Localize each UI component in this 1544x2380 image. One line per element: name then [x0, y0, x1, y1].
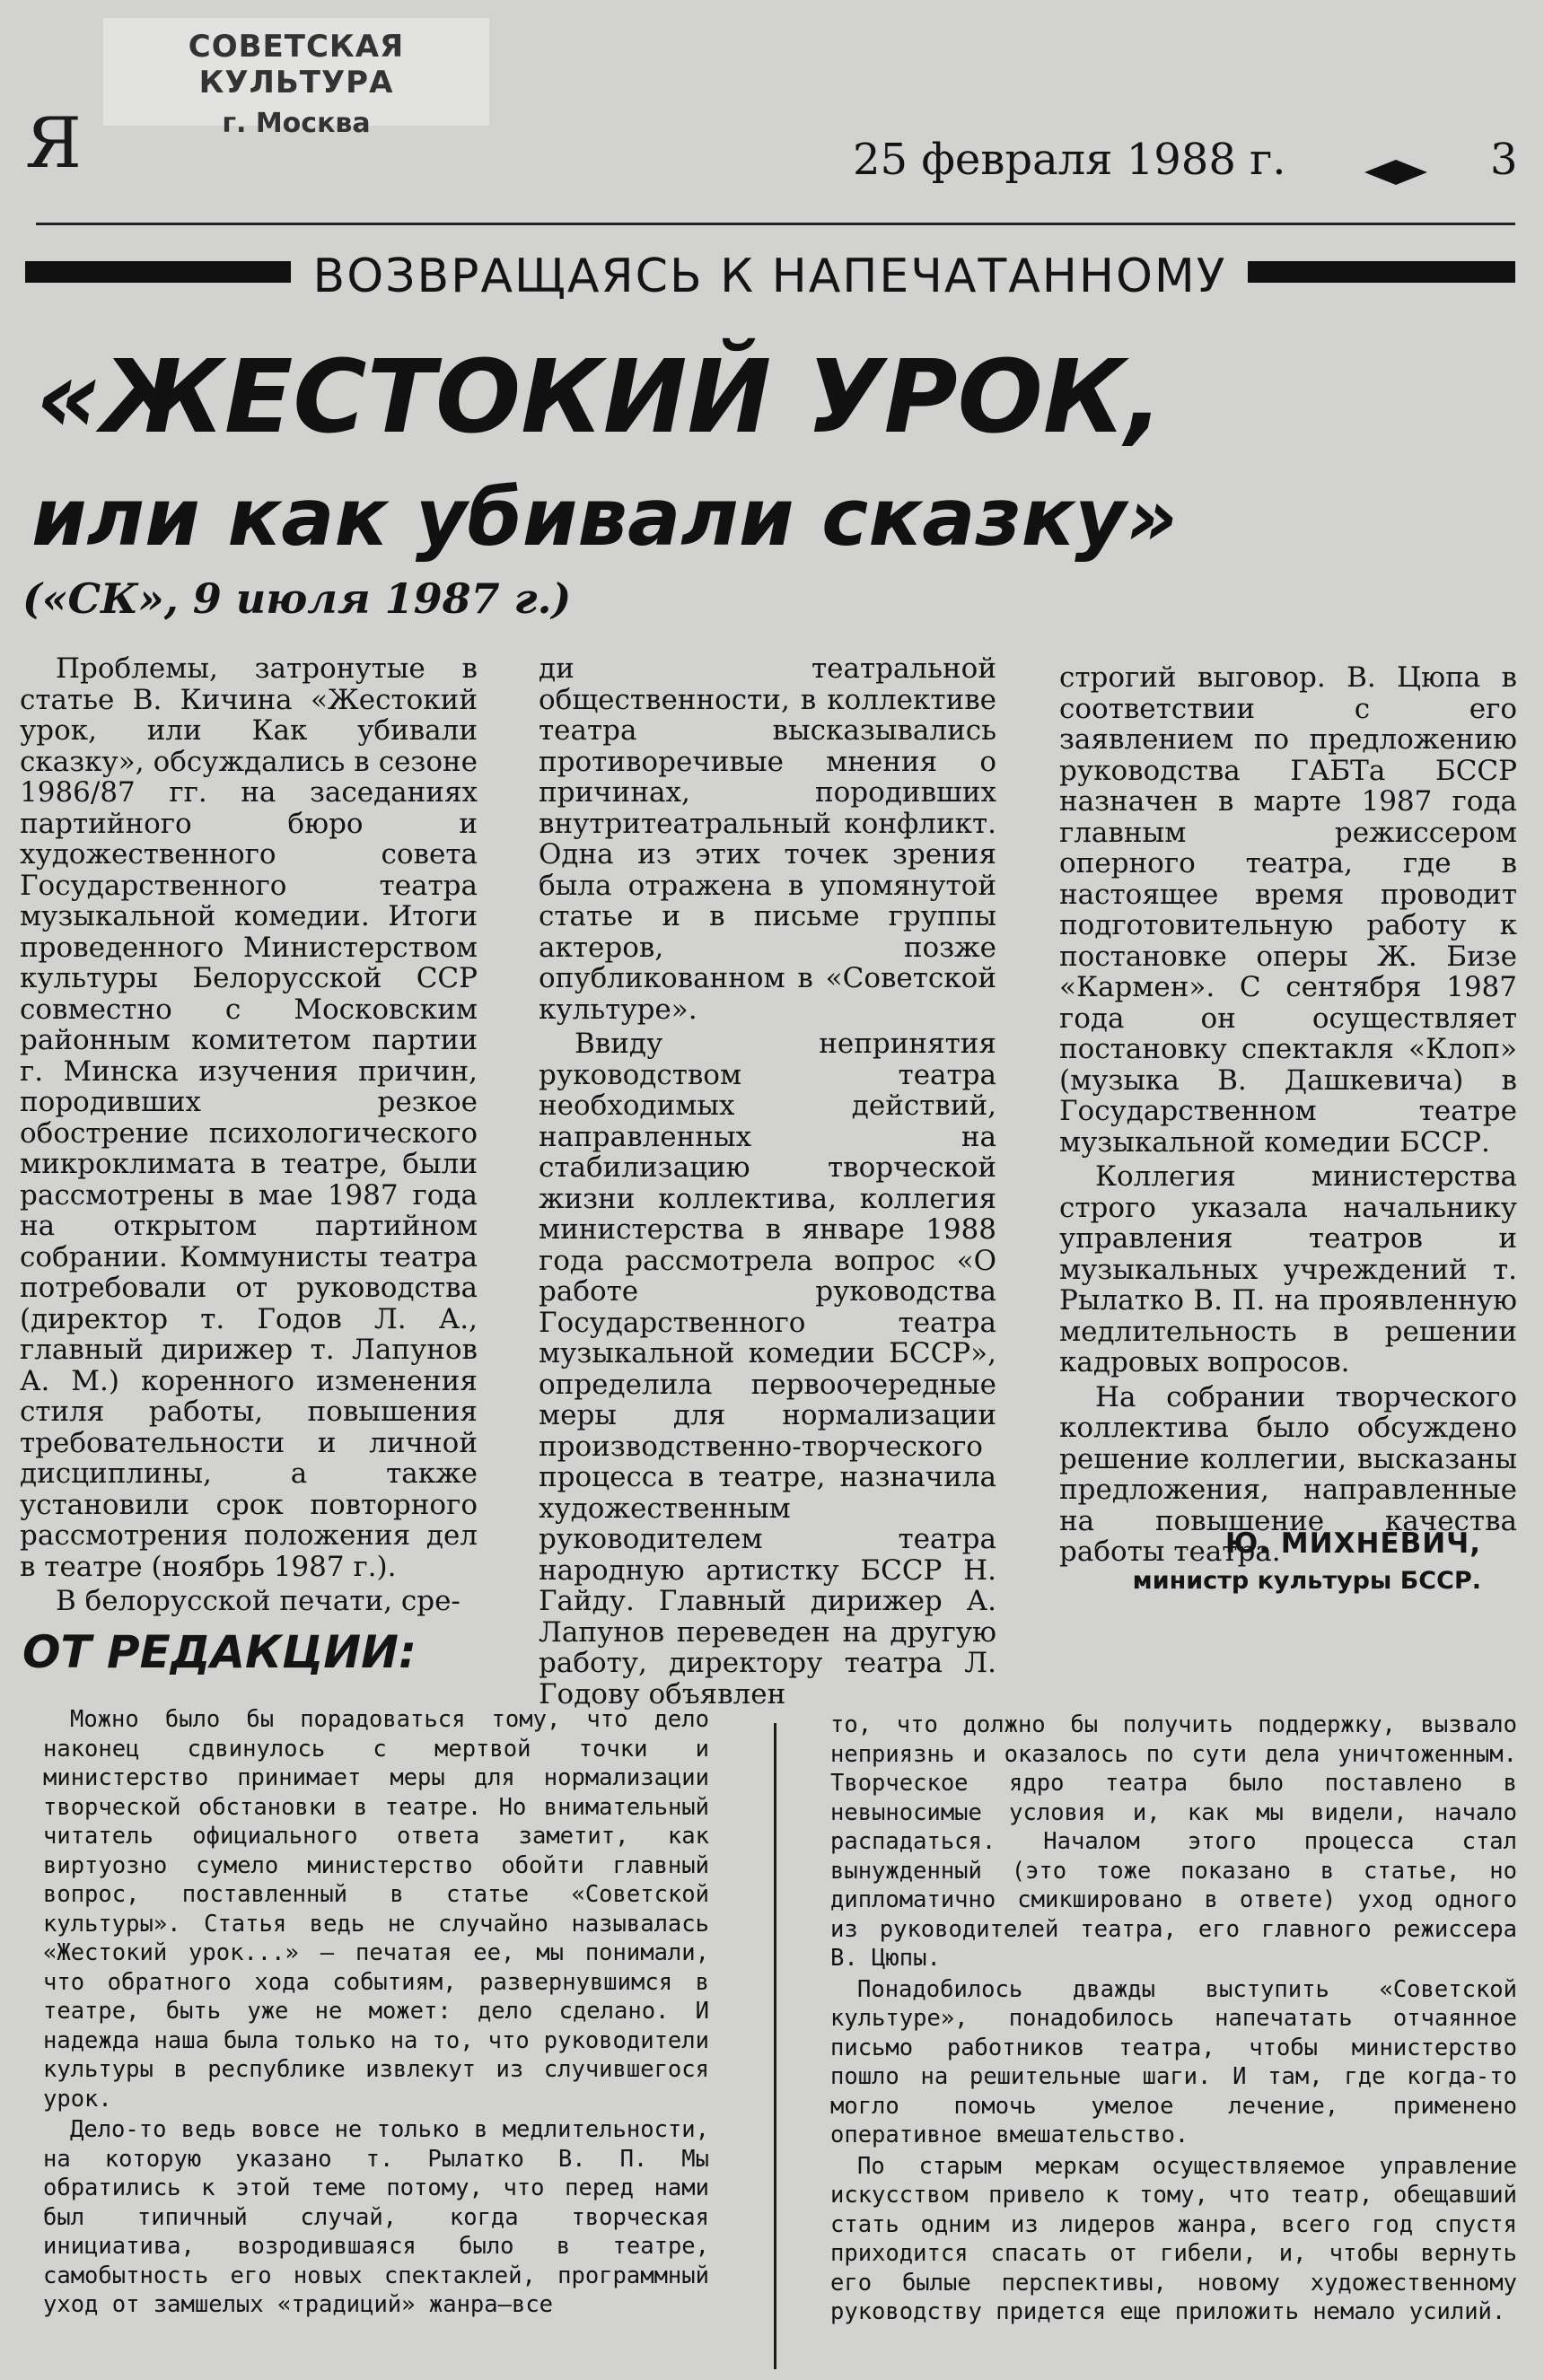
article-paragraph: В белорусской печати, сре- — [56, 1585, 461, 1617]
article-paragraph: Проблемы, затронутые в статье В. Кичина «Жестокий урок, или Как убивали сказку», обсуждались в сезоне 1986/87 гг. на заседаниях партийного бюро и художественного совета Государственного театра музыкальной комедии. Итоги проведенного Министерством культуры Белорусской ССР совместно с Московским районным комитетом партии г. Минска изучения причин, породивших резкое обострение психологического микроклимата в театре, были рассмотрены в мае 1987 года на открытом партийном собрании. Коммунисты театра потребовали от руководства (директор т. Годов Л. А., главный дирижер т. Лапунов А. М.) коренного изменения стиля работы, повышения требовательности и личной дисциплины, а также установили срок повторного рассмотрения положения дел в театре (ноябрь 1987 г.). — [20, 652, 478, 1583]
clipping-newspaper-name: СОВЕТСКАЯ КУЛЬТУРА — [188, 29, 405, 101]
article-paragraph: строгий выговор. В. Цюпа в соответствии с его заявлением по предложению руководства ГАБТа БССР назначен в марте 1987 года главным режиссером оперного театра, где в настоящее время проводит подготовительную работу к постановке оперы Ж. Бизе «Кармен». С сентября 1987 года он осуществляет постановку спектакля «Клоп» (музыка В. Дашкевича) в Государственном театре музыкальной комедии БССР. — [1059, 661, 1517, 1159]
article-paragraph: Ввиду непринятия руководством театра необходимых действий, направленных на стабилизацию творческой жизни коллектива, коллегия министерства в январе 1988 года рассмотрела вопрос «О работе руководства Государственного театра музыкальной комедии БССР», определила первоочередные меры для нормализации производственно-творческого процесса в театре, назначила художественным руководителем театра народную артистку БССР Н. Гайду. Главный дирижер А. Лапунов переведен на другую работу, директору театра Л. Годову объявлен — [539, 1028, 996, 1711]
clipping-label — [103, 18, 489, 139]
issue-date: 25 февраля 1988 г. — [853, 135, 1286, 185]
masthead-logo-letter: Я — [25, 103, 82, 184]
article-column-1 — [20, 653, 478, 1621]
article-column-3 — [1059, 662, 1517, 1571]
editorial-paragraph: Дело-то ведь вовсе не только в медлительности, на которую указано т. Рылатко В. П. Мы обратились к этой теме потому, что перед нами был типичный случай, когда творческая инициатива, возродившаяся было в театре, самобытность его новых спектаклей, программный уход от замшелых «традиций» жанра—все — [43, 2116, 709, 2318]
page-number: 3 — [1490, 135, 1518, 185]
diamond-ornament-icon — [1364, 160, 1427, 185]
signature-name: Ю. МИХНЕВИЧ, — [1224, 1527, 1481, 1560]
editorial-heading: ОТ РЕДАКЦИИ: — [22, 1626, 417, 1678]
editorial-column-1 — [43, 1705, 709, 2322]
headline-line-2: или как убивали сказку» — [31, 471, 1178, 564]
editorial-paragraph: Понадобилось дважды выступить «Советской культуре», понадобилось напечатать отчаянное письмо работников театра, чтобы министерство пошло на решительные шаги. И там, где когда-то могло помочь умелое лечение, применено оперативное вмешательство. — [830, 1975, 1517, 2148]
rubric-bar-left — [25, 261, 291, 283]
rubric-title: ВОЗВРАЩАЯСЬ К НАПЕЧАТАННОМУ — [312, 249, 1227, 303]
rubric-bar-right — [1248, 261, 1515, 283]
clipping-city: г. Москва — [222, 108, 371, 139]
column-divider — [774, 1723, 776, 2369]
editorial-paragraph: По старым меркам осуществляемое управление искусством привело к тому, что театр, обещавший стать одним из лидеров жанра, всего год спустя приходится спасать от гибели, и, чтобы вернуть его былые перспективы, новому художественному руководству придется еще приложить немало усилий. — [830, 2152, 1517, 2325]
article-paragraph: ди театральной общественности, в коллективе театра высказывались противоречивые мнения о причинах, породивших внутритеатральный конфликт. Одна из этих точек зрения была отражена в упомянутой статье и в письме группы актеров, позже опубликованном в «Советской культуре». — [539, 652, 996, 1026]
editorial-paragraph: то, что должно бы получить поддержку, вызвало неприязнь и оказалось по сути дела уничтоженным. Творческое ядро театра было поставлено в невыносимые условия и, как мы видели, начало распадаться. Началом этого процесса стал вынужденный (это тоже показано в статье, но дипломатично смикшировано в ответе) уход одного из руководителей театра, его главного режиссера В. Цюпы. — [830, 1711, 1517, 1972]
editorial-column-2 — [830, 1711, 1517, 2329]
editorial-paragraph: Можно было бы порадоваться тому, что дело наконец сдвинулось с мертвой точки и министерство принимает меры для нормализации творческой обстановки в театре. Но внимательный читатель официального ответа заметит, как виртуозно сумело министерство обойти главный вопрос, поставленный в статье «Советской культуры». Статья ведь не случайно называлась «Жестокий урок...» — печатая ее, мы понимали, что обратного хода событиям, развернувшимся в театре, быть уже не может: дело сделано. И надежда наша была только на то, что руководители культуры в республике извлекут из случившегося урок. — [43, 1706, 709, 2113]
source-reference: («СК», 9 июля 1987 г.) — [22, 574, 572, 623]
masthead-rule — [36, 223, 1515, 225]
headline-line-1: «ЖЕСТОКИЙ УРОК, — [36, 339, 1163, 456]
signature-title: министр культуры БССР. — [1132, 1567, 1481, 1595]
signature-block — [1059, 1527, 1481, 1595]
article-paragraph: На собрании творческого коллектива было обсуждено решение коллегии, высказаны предложения, направленные на повышение качества работы театра. — [1059, 1380, 1517, 1568]
article-paragraph: Коллегия министерства строго указала начальнику управления театров и музыкальных учреждений т. Рылатко В. П. на проявленную медлительность в решении кадровых вопросов. — [1059, 1160, 1517, 1378]
article-column-2 — [539, 653, 996, 1713]
